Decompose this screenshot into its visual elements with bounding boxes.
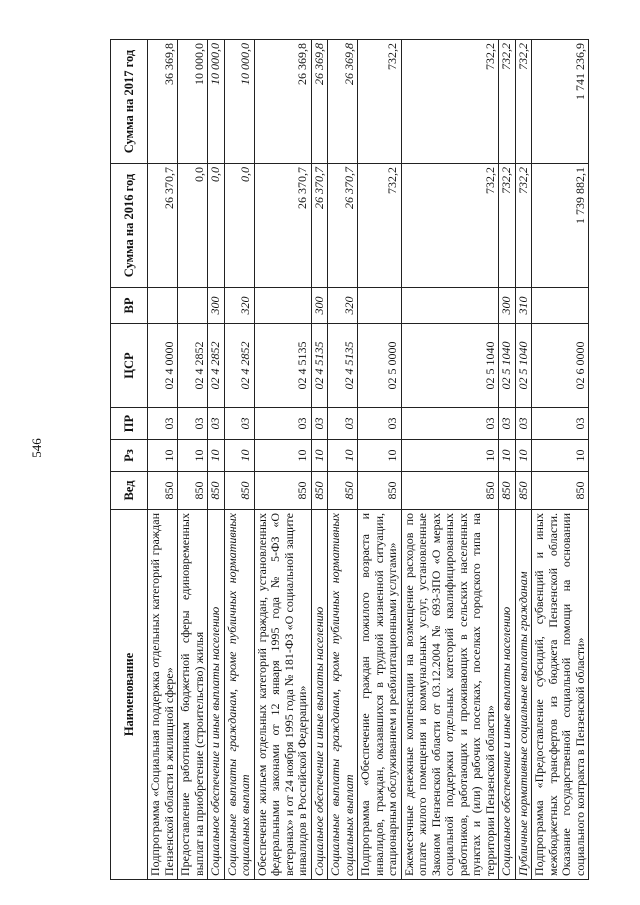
cell-vr bbox=[178, 288, 208, 324]
cell-rz: 10 bbox=[208, 440, 225, 472]
cell-name: Подпрограмма «Предоставление субсидий, субвенций и иных межбюджетных трансфертов из бюджета Пензенской области. Оказание государственной социальной помощи на основании социального контракта в Пензенской области» bbox=[532, 510, 589, 880]
cell-rz: 10 bbox=[311, 440, 328, 472]
rotated-page-content bbox=[110, 40, 587, 880]
budget-table bbox=[110, 39, 589, 880]
cell-sum-2017: 1 741 236,9 bbox=[532, 40, 589, 164]
cell-sum-2016: 0,0 bbox=[224, 164, 254, 288]
cell-sum-2017: 732,2 bbox=[499, 40, 516, 164]
cell-sum-2017: 10 000,0 bbox=[224, 40, 254, 164]
cell-vr bbox=[401, 288, 499, 324]
cell-sum-2016: 0,0 bbox=[178, 164, 208, 288]
header-sum-2017: Сумма на 2017 год bbox=[111, 40, 148, 164]
table-row bbox=[311, 40, 328, 880]
cell-name: Социальное обеспечение и иные выплаты населению bbox=[499, 510, 516, 880]
cell-pr: 03 bbox=[401, 408, 499, 440]
table-row bbox=[499, 40, 516, 880]
cell-csr: 02 4 2852 bbox=[224, 324, 254, 408]
cell-sum-2017: 26 369,8 bbox=[311, 40, 328, 164]
cell-sum-2017: 732,2 bbox=[401, 40, 499, 164]
cell-rz: 10 bbox=[358, 440, 402, 472]
table-row bbox=[532, 40, 589, 880]
cell-vr: 310 bbox=[515, 288, 532, 324]
cell-pr: 03 bbox=[515, 408, 532, 440]
cell-name: Публичные нормативные социальные выплаты гражданам bbox=[515, 510, 532, 880]
cell-sum-2016: 732,2 bbox=[499, 164, 516, 288]
cell-vr: 300 bbox=[208, 288, 225, 324]
cell-name: Социальное обеспечение и иные выплаты населению bbox=[311, 510, 328, 880]
cell-pr: 03 bbox=[532, 408, 589, 440]
cell-sum-2016: 26 370,7 bbox=[328, 164, 358, 288]
table-row bbox=[178, 40, 208, 880]
cell-sum-2017: 10 000,0 bbox=[178, 40, 208, 164]
header-ved: Вед bbox=[111, 472, 148, 510]
table-row bbox=[358, 40, 402, 880]
cell-vr: 320 bbox=[224, 288, 254, 324]
cell-sum-2017: 732,2 bbox=[515, 40, 532, 164]
cell-name: Обеспечение жильем отдельных категорий граждан, установленных федеральными законами от 12 января 1995 года № 5-ФЗ «О ветеранах» и от 24 ноября 1995 года № 181-ФЗ «О социальной защите инвалидов в Российской Федерации» bbox=[254, 510, 311, 880]
cell-sum-2017: 10 000,0 bbox=[208, 40, 225, 164]
cell-rz: 10 bbox=[254, 440, 311, 472]
cell-vr: 300 bbox=[499, 288, 516, 324]
cell-rz: 10 bbox=[515, 440, 532, 472]
cell-csr: 02 5 1040 bbox=[515, 324, 532, 408]
cell-sum-2016: 26 370,7 bbox=[311, 164, 328, 288]
cell-csr: 02 5 0000 bbox=[358, 324, 402, 408]
cell-csr: 02 4 5135 bbox=[328, 324, 358, 408]
cell-name: Социальное обеспечение и иные выплаты населению bbox=[208, 510, 225, 880]
cell-csr: 02 4 2852 bbox=[178, 324, 208, 408]
cell-ved: 850 bbox=[148, 472, 178, 510]
cell-rz: 10 bbox=[148, 440, 178, 472]
cell-ved: 850 bbox=[515, 472, 532, 510]
cell-pr: 03 bbox=[208, 408, 225, 440]
table-row bbox=[224, 40, 254, 880]
cell-name: Подпрограмма «Социальная поддержка отдельных категорий граждан Пензенской области в жилищной сфере» bbox=[148, 510, 178, 880]
cell-pr: 03 bbox=[311, 408, 328, 440]
cell-vr bbox=[254, 288, 311, 324]
cell-sum-2017: 26 369,8 bbox=[328, 40, 358, 164]
cell-ved: 850 bbox=[358, 472, 402, 510]
table-body bbox=[148, 40, 589, 880]
table-row bbox=[328, 40, 358, 880]
header-name: Наименование bbox=[111, 510, 148, 880]
header-csr: ЦСР bbox=[111, 324, 148, 408]
cell-sum-2017: 36 369,8 bbox=[148, 40, 178, 164]
table-row bbox=[401, 40, 499, 880]
cell-sum-2016: 732,2 bbox=[515, 164, 532, 288]
cell-csr: 02 4 5135 bbox=[254, 324, 311, 408]
cell-csr: 02 6 0000 bbox=[532, 324, 589, 408]
cell-sum-2016: 1 739 882,1 bbox=[532, 164, 589, 288]
cell-rz: 10 bbox=[328, 440, 358, 472]
header-pr: ПР bbox=[111, 408, 148, 440]
cell-pr: 03 bbox=[499, 408, 516, 440]
cell-pr: 03 bbox=[358, 408, 402, 440]
cell-vr: 320 bbox=[328, 288, 358, 324]
cell-csr: 02 4 5135 bbox=[311, 324, 328, 408]
cell-csr: 02 4 2852 bbox=[208, 324, 225, 408]
cell-vr bbox=[148, 288, 178, 324]
cell-ved: 850 bbox=[224, 472, 254, 510]
cell-rz: 10 bbox=[224, 440, 254, 472]
table-header-row bbox=[111, 40, 148, 880]
cell-csr: 02 5 1040 bbox=[499, 324, 516, 408]
cell-sum-2016: 26 370,7 bbox=[254, 164, 311, 288]
cell-ved: 850 bbox=[311, 472, 328, 510]
cell-ved: 850 bbox=[208, 472, 225, 510]
cell-vr bbox=[358, 288, 402, 324]
header-vr: ВР bbox=[111, 288, 148, 324]
cell-vr: 300 bbox=[311, 288, 328, 324]
cell-sum-2017: 732,2 bbox=[358, 40, 402, 164]
cell-sum-2017: 26 369,8 bbox=[254, 40, 311, 164]
cell-rz: 10 bbox=[499, 440, 516, 472]
cell-ved: 850 bbox=[178, 472, 208, 510]
cell-name: Социальные выплаты гражданам, кроме публичных нормативных социальных выплат bbox=[224, 510, 254, 880]
cell-name: Ежемесячные денежные компенсации на возмещение расходов по оплате жилого помещения и коммунальных услуг, установленные Законом Пензенской области от 03.12.2004 № 693-ЗПО «О мерах социальной поддержки отдельных категорий квалифицированных работников, работающих и проживающих в сельских населенных пунктах и (или) рабочих поселках, поселках городского типа на территории Пензенской области» bbox=[401, 510, 499, 880]
cell-sum-2016: 26 370,7 bbox=[148, 164, 178, 288]
cell-sum-2016: 732,2 bbox=[401, 164, 499, 288]
table-row bbox=[515, 40, 532, 880]
cell-rz: 10 bbox=[532, 440, 589, 472]
page-number: 546 bbox=[29, 438, 44, 458]
cell-ved: 850 bbox=[499, 472, 516, 510]
cell-rz: 10 bbox=[401, 440, 499, 472]
cell-rz: 10 bbox=[178, 440, 208, 472]
header-sum-2016: Сумма на 2016 год bbox=[111, 164, 148, 288]
cell-csr: 02 5 1040 bbox=[401, 324, 499, 408]
cell-pr: 03 bbox=[148, 408, 178, 440]
cell-sum-2016: 0,0 bbox=[208, 164, 225, 288]
table-row bbox=[254, 40, 311, 880]
cell-pr: 03 bbox=[224, 408, 254, 440]
cell-ved: 850 bbox=[328, 472, 358, 510]
cell-csr: 02 4 0000 bbox=[148, 324, 178, 408]
cell-pr: 03 bbox=[254, 408, 311, 440]
cell-name: Предоставление работникам бюджетной сферы единовременных выплат на приобретение (строительство) жилья bbox=[178, 510, 208, 880]
header-rz: Рз bbox=[111, 440, 148, 472]
cell-pr: 03 bbox=[178, 408, 208, 440]
cell-name: Социальные выплаты гражданам, кроме публичных нормативных социальных выплат bbox=[328, 510, 358, 880]
cell-name: Подпрограмма «Обеспечение граждан пожилого возраста и инвалидов, граждан, оказавшихся в трудной жизненной ситуации, стационарным обслуживанием и реабилитационными услугами» bbox=[358, 510, 402, 880]
cell-ved: 850 bbox=[532, 472, 589, 510]
cell-vr bbox=[532, 288, 589, 324]
cell-ved: 850 bbox=[254, 472, 311, 510]
cell-ved: 850 bbox=[401, 472, 499, 510]
cell-sum-2016: 732,2 bbox=[358, 164, 402, 288]
table-row bbox=[208, 40, 225, 880]
cell-pr: 03 bbox=[328, 408, 358, 440]
table-row bbox=[148, 40, 178, 880]
